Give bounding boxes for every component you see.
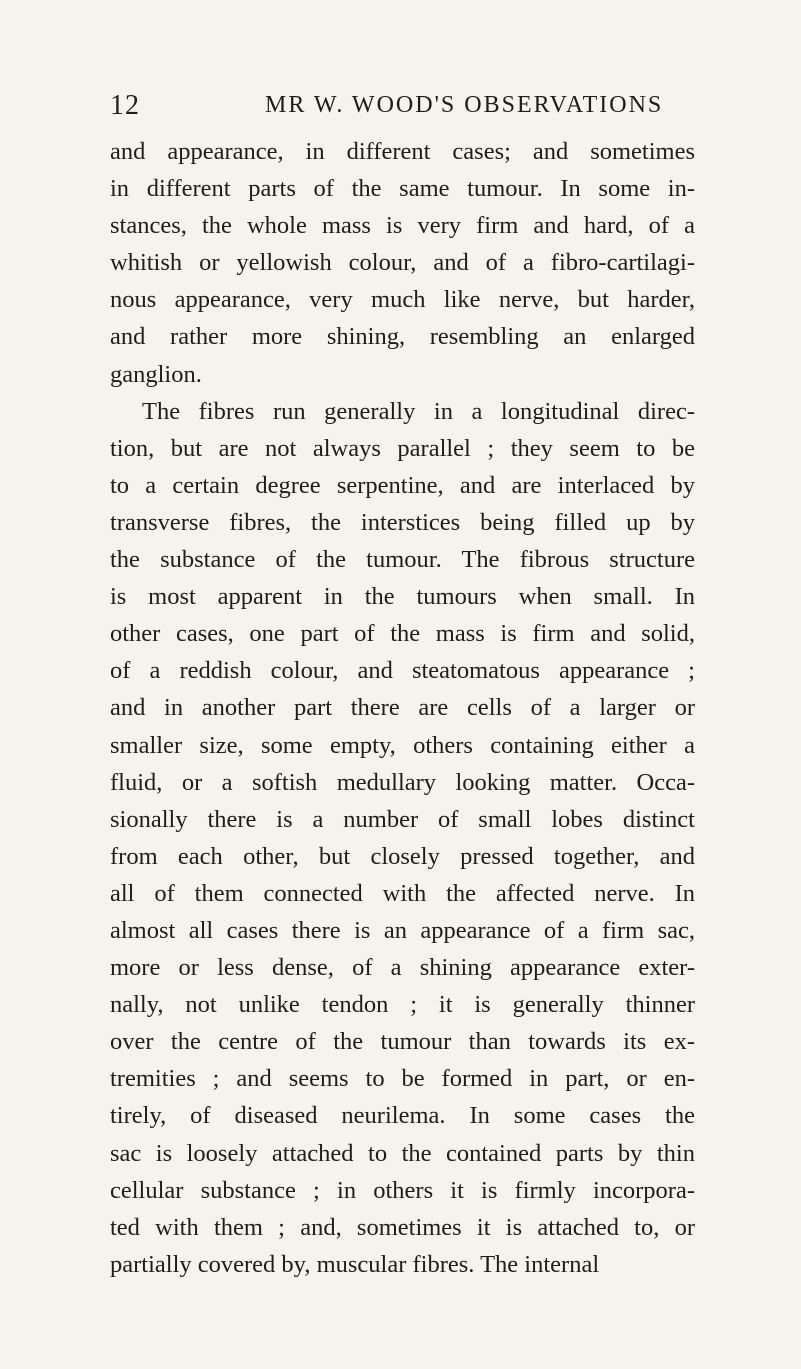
text-line: partially covered by, muscular fibres. The internal	[110, 1250, 600, 1278]
text-line: and rather more shining, resembling an enlarged	[110, 323, 695, 351]
text-line: cellular substance ; in others it is firmly incorpora-	[110, 1176, 695, 1204]
text-line: and appearance, in different cases; and sometimes	[110, 138, 695, 165]
text-line: ted with them ; and, sometimes it is attached to, or	[110, 1213, 695, 1241]
text-line: sionally there is a number of small lobes distinct	[110, 805, 695, 833]
text-line: almost all cases there is an appearance of a firm sac,	[110, 916, 695, 944]
text-line: tion, but are not always parallel ; they seem to be	[110, 434, 695, 462]
text-line: more or less dense, of a shining appearance exter-	[110, 954, 695, 982]
text-line: and in another part there are cells of a larger or	[110, 694, 695, 722]
text-line: whitish or yellowish colour, and of a fibro-cartilagi-	[110, 249, 695, 277]
text-line: fluid, or a softish medullary looking matter. Occa-	[110, 768, 695, 796]
text-line: tremities ; and seems to be formed in part, or en-	[110, 1065, 695, 1093]
text-line: other cases, one part of the mass is firm and solid,	[110, 620, 695, 648]
text-line: ganglion.	[110, 360, 202, 388]
text-line: all of them connected with the affected nerve. In	[110, 879, 695, 907]
text-line: nous appearance, very much like nerve, but harder,	[110, 286, 695, 314]
text-line: is most apparent in the tumours when small. In	[110, 583, 695, 611]
text-line: transverse fibres, the interstices being filled up by	[110, 508, 695, 536]
text-line: The fibres run generally in a longitudinal direc-	[142, 397, 695, 425]
text-line: stances, the whole mass is very firm and hard, of a	[110, 212, 695, 240]
text-line: tirely, of diseased neurilema. In some cases the	[110, 1102, 695, 1130]
text-line: the substance of the tumour. The fibrous structure	[110, 546, 695, 574]
body-text	[110, 133, 695, 1283]
text-line: sac is loosely attached to the contained parts by thin	[110, 1139, 695, 1167]
text-line: smaller size, some empty, others containing either a	[110, 731, 695, 759]
page-header	[110, 90, 695, 130]
page-number: 12	[110, 90, 140, 121]
text-line: nally, not unlike tendon ; it is generally thinner	[110, 991, 695, 1019]
text-line: from each other, but closely pressed together, and	[110, 842, 695, 870]
text-line: over the centre of the tumour than towards its ex-	[110, 1028, 695, 1056]
text-line: of a reddish colour, and steatomatous appearance ;	[110, 657, 695, 685]
running-head: MR W. WOOD'S OBSERVATIONS	[265, 92, 664, 118]
text-line: to a certain degree serpentine, and are interlaced by	[110, 471, 695, 499]
text-line: in different parts of the same tumour. In some in-	[110, 175, 695, 203]
